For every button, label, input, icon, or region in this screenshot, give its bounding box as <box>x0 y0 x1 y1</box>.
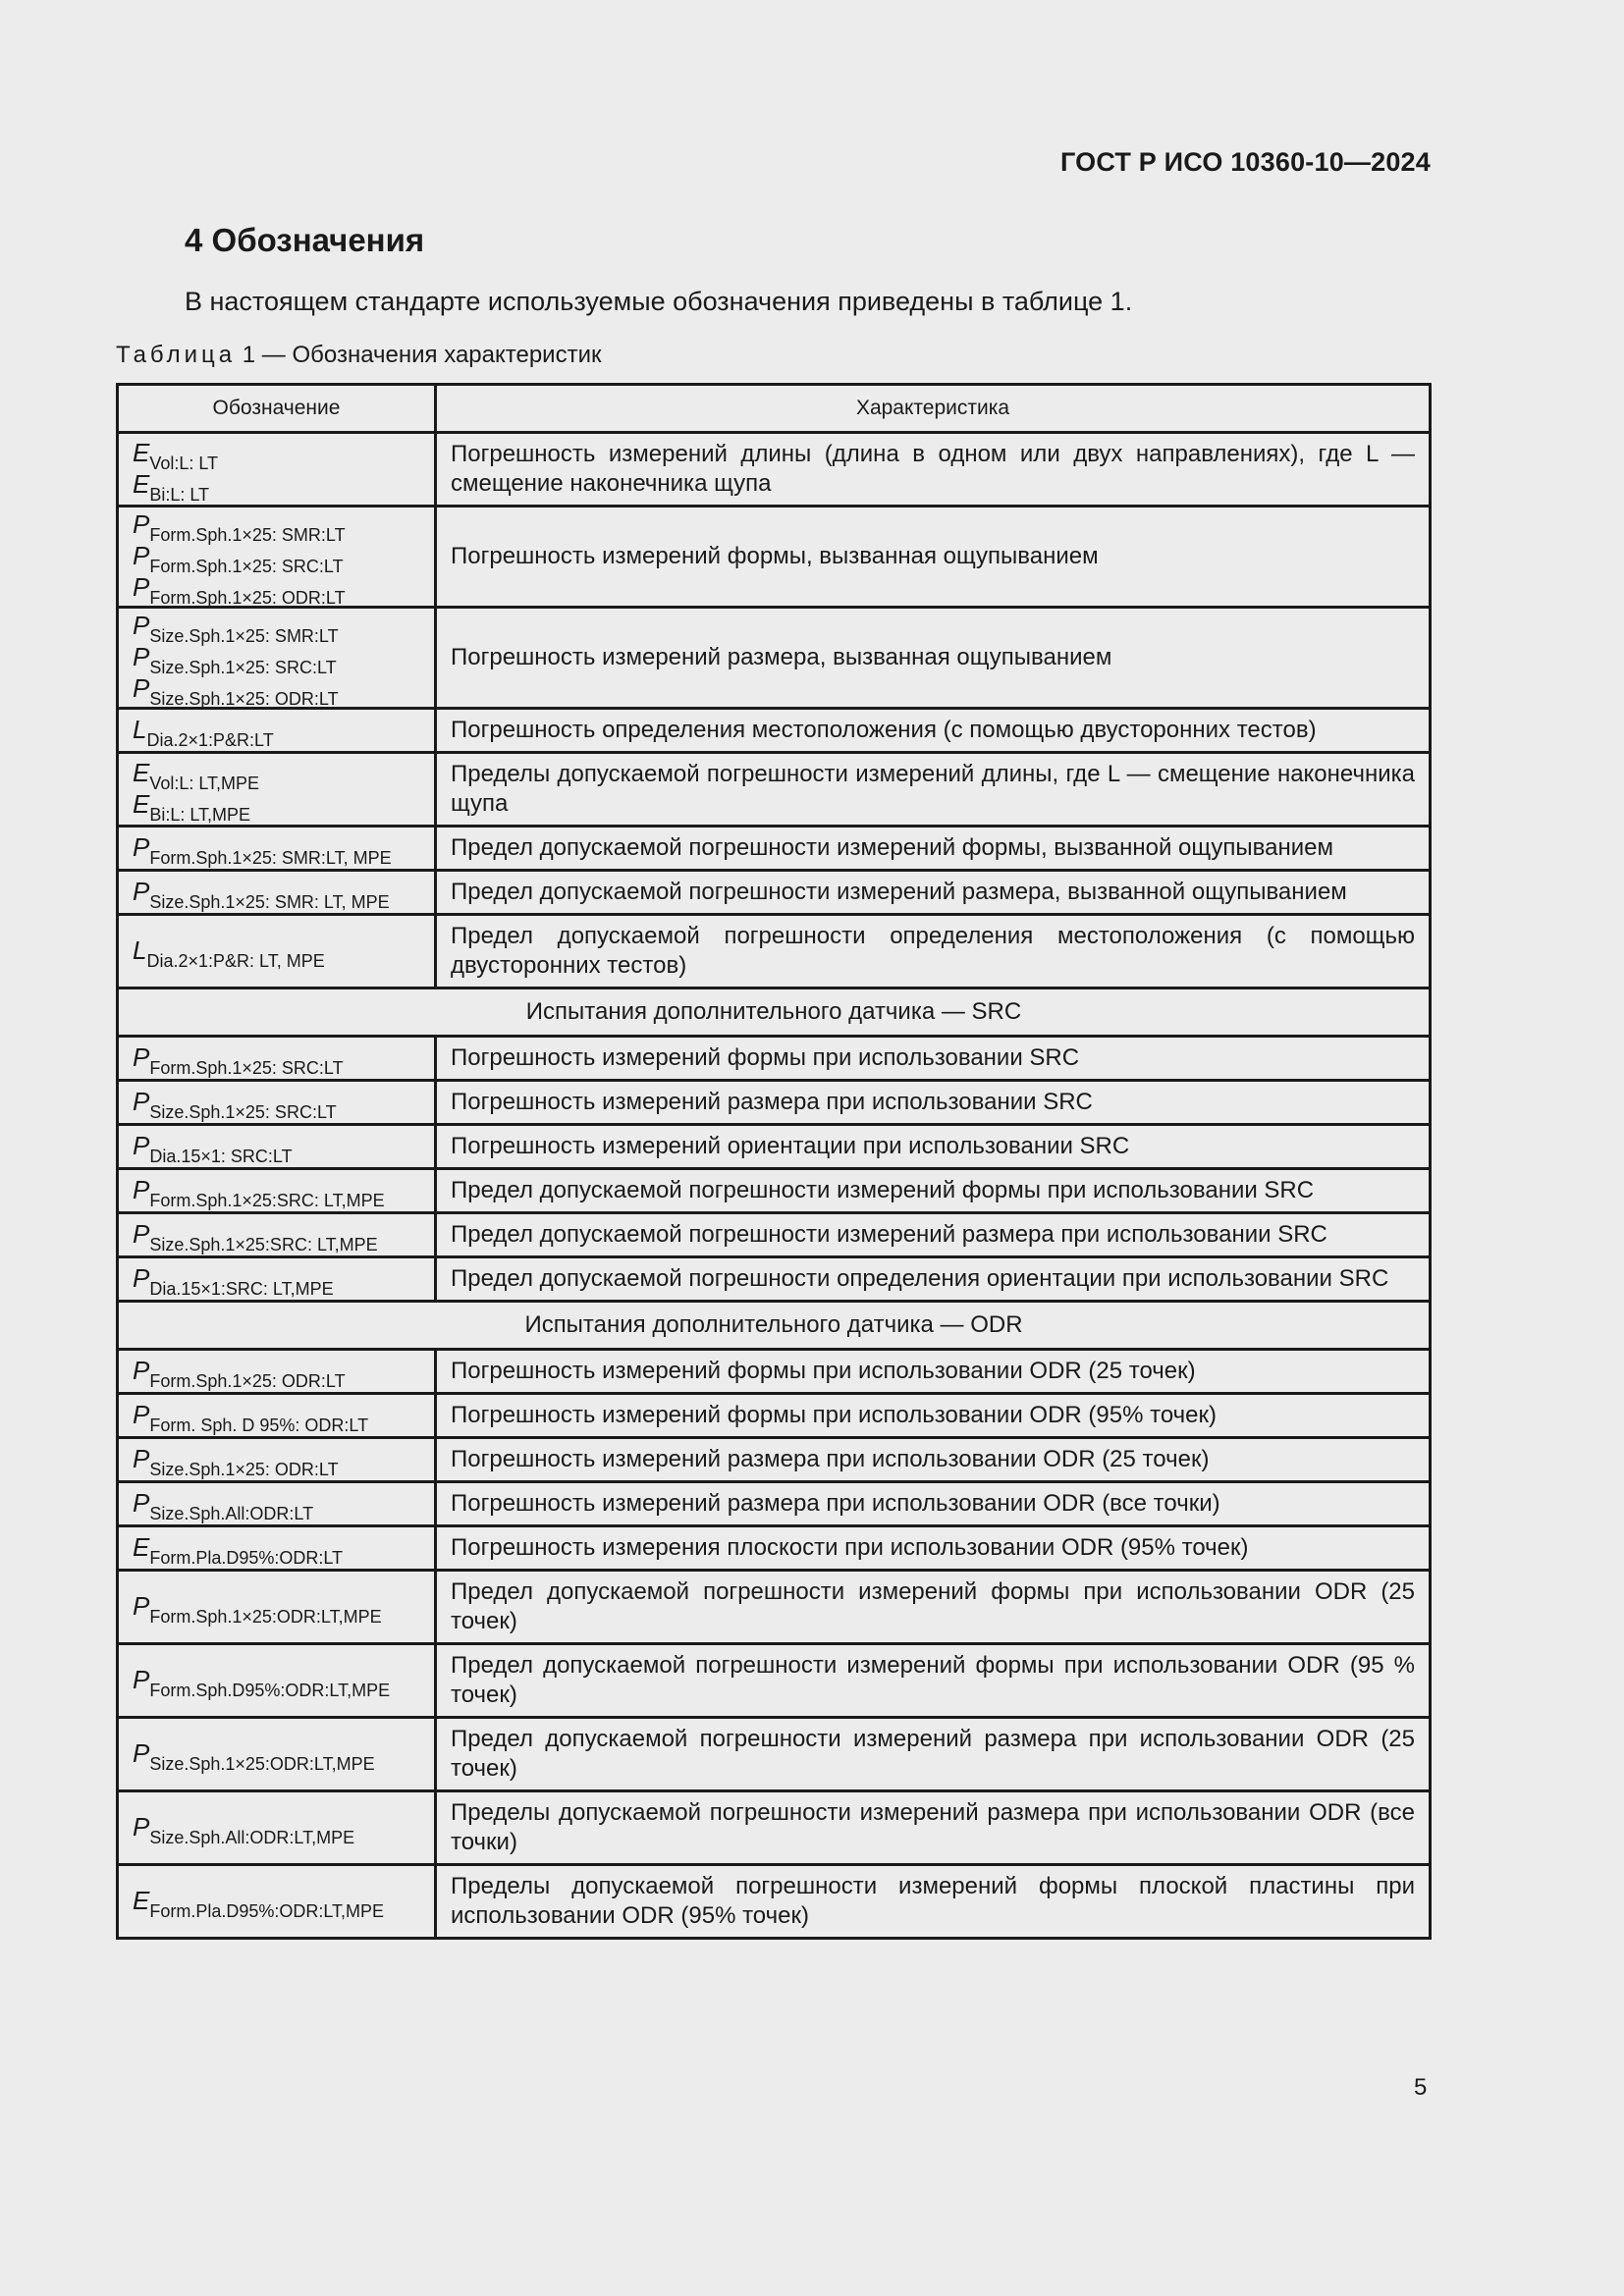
table-row <box>118 1644 1431 1718</box>
characteristic-cell: Предел допускаемой погрешности измерений размера, вызванной ощупыванием <box>436 871 1431 915</box>
table-row <box>118 827 1431 871</box>
symbol-letter: P <box>133 572 150 602</box>
symbol-subscript: Dia.15×1: SRC:LT <box>149 1147 293 1166</box>
symbol-letter: P <box>133 1175 150 1204</box>
symbol-letter: P <box>133 1087 150 1116</box>
symbol-letter: P <box>133 1738 150 1768</box>
table-row <box>118 1213 1431 1257</box>
symbol-letter: P <box>133 1219 150 1249</box>
symbol-subscript: Dia.2×1:P&R: LT, MPE <box>146 951 325 971</box>
symbol <box>133 1219 422 1255</box>
table-row <box>118 1791 1431 1865</box>
symbol-letter: P <box>133 1263 150 1293</box>
symbol-subscript: Form.Sph.1×25:ODR:LT,MPE <box>149 1607 382 1627</box>
symbol-letter: L <box>133 715 147 744</box>
symbol-subscript: Vol:L: LT,MPE <box>149 774 260 793</box>
symbol-letter: P <box>133 1812 150 1842</box>
symbol-subscript: Form.Sph.1×25: SRC:LT <box>149 1058 344 1078</box>
table-group-row <box>118 1302 1431 1350</box>
characteristic-cell: Пределы допускаемой погрешности измерений формы плоской пластины при использовании ODR (95% точек) <box>436 1865 1431 1939</box>
section-title: 4 Обозначения <box>185 222 425 258</box>
table-row <box>118 871 1431 915</box>
table-body <box>118 433 1431 1939</box>
characteristic-cell: Погрешность измерений формы при использовании ODR (95% точек) <box>436 1394 1431 1438</box>
symbol-subscript: Size.Sph.1×25: SMR:LT <box>149 626 339 646</box>
symbol-cell <box>118 1257 436 1302</box>
table-row <box>118 433 1431 507</box>
symbol <box>133 1886 422 1921</box>
symbol-letter: P <box>133 1488 150 1518</box>
symbol-letter: P <box>133 1400 150 1429</box>
symbol-letter: E <box>133 469 150 499</box>
symbol-letter: L <box>133 935 147 965</box>
symbol-cell <box>118 709 436 753</box>
symbol-cell <box>118 1350 436 1394</box>
symbol-subscript: Form.Pla.D95%:ODR:LT <box>149 1548 344 1568</box>
symbol <box>133 1263 422 1299</box>
symbol <box>133 611 422 646</box>
symbol <box>133 642 422 677</box>
symbol <box>133 1131 422 1166</box>
table-row <box>118 507 1431 608</box>
column-header-characteristic: Характеристика <box>436 385 1431 433</box>
table-header-row <box>118 385 1431 433</box>
symbol <box>133 572 422 608</box>
symbol <box>133 1738 422 1774</box>
characteristic-cell: Предел допускаемой погрешности измерений размера при использовании ODR (25 точек) <box>436 1718 1431 1791</box>
symbol-cell <box>118 507 436 608</box>
symbol <box>133 935 422 971</box>
symbol-cell <box>118 1526 436 1571</box>
symbol-letter: P <box>133 509 150 539</box>
symbol <box>133 1665 422 1700</box>
symbol-cell <box>118 915 436 988</box>
symbol <box>133 469 422 505</box>
characteristic-cell: Пределы допускаемой погрешности измерений длины, где L — смещение наконечника щупа <box>436 753 1431 827</box>
characteristic-cell: Пределы допускаемой погрешности измерений размера при использовании ODR (все точки) <box>436 1791 1431 1865</box>
symbol-letter: P <box>133 1356 150 1385</box>
symbols-table <box>116 383 1432 1940</box>
symbol-subscript: Form.Sph.1×25: SRC:LT <box>149 557 344 576</box>
symbol-subscript: Bi:L: LT,MPE <box>149 805 251 825</box>
table-row <box>118 915 1431 988</box>
group-heading: Испытания дополнительного датчика — ODR <box>118 1302 1431 1350</box>
table-row <box>118 608 1431 709</box>
symbol-letter: P <box>133 642 150 671</box>
table-row <box>118 1482 1431 1526</box>
symbol <box>133 758 422 793</box>
symbol-letter: P <box>133 611 150 640</box>
symbol-cell <box>118 1037 436 1081</box>
symbol <box>133 1532 422 1568</box>
characteristic-cell: Погрешность измерений размера, вызванная ощупыванием <box>436 608 1431 709</box>
symbol-letter: E <box>133 1886 150 1915</box>
symbol-letter: E <box>133 438 150 467</box>
symbol <box>133 1400 422 1435</box>
table-row <box>118 1718 1431 1791</box>
symbol <box>133 877 422 912</box>
symbol-cell <box>118 1718 436 1791</box>
table-row <box>118 709 1431 753</box>
symbol-letter: P <box>133 1591 150 1621</box>
symbol-subscript: Size.Sph.1×25: SRC:LT <box>149 1102 337 1122</box>
symbol-subscript: Size.Sph.1×25: SRC:LT <box>149 658 337 677</box>
symbol <box>133 509 422 545</box>
symbol <box>133 832 422 868</box>
symbol-letter: P <box>133 1042 150 1072</box>
characteristic-cell: Погрешность измерений размера при использовании ODR (все точки) <box>436 1482 1431 1526</box>
symbol-subscript: Dia.2×1:P&R:LT <box>146 730 274 750</box>
symbol-subscript: Form.Sph.1×25: ODR:LT <box>149 588 346 608</box>
symbol <box>133 438 422 473</box>
symbol-subscript: Dia.15×1:SRC: LT,MPE <box>149 1279 334 1299</box>
symbol-cell <box>118 1865 436 1939</box>
characteristic-cell: Погрешность измерения плоскости при использовании ODR (95% точек) <box>436 1526 1431 1571</box>
table-row <box>118 1169 1431 1213</box>
table-row <box>118 1125 1431 1169</box>
table-row <box>118 1438 1431 1482</box>
symbol-letter: P <box>133 541 150 570</box>
symbol <box>133 1042 422 1078</box>
symbol-letter: P <box>133 1131 150 1160</box>
table-row <box>118 1257 1431 1302</box>
symbol-subscript: Size.Sph.1×25: SMR: LT, MPE <box>149 892 390 912</box>
symbol-cell <box>118 1571 436 1644</box>
symbol-cell <box>118 1169 436 1213</box>
symbol-subscript: Size.Sph.1×25: ODR:LT <box>149 1460 339 1479</box>
table-row <box>118 1526 1431 1571</box>
symbol-letter: P <box>133 673 150 703</box>
symbol-cell <box>118 1438 436 1482</box>
characteristic-cell: Предел допускаемой погрешности измерений формы при использовании SRC <box>436 1169 1431 1213</box>
symbol-cell <box>118 1125 436 1169</box>
table-caption <box>116 342 601 369</box>
symbol-subscript: Form.Sph.1×25:SRC: LT,MPE <box>149 1191 385 1210</box>
symbol-cell <box>118 1081 436 1125</box>
symbol-letter: E <box>133 1532 150 1562</box>
characteristic-cell: Предел допускаемой погрешности определения ориентации при использовании SRC <box>436 1257 1431 1302</box>
table-caption-text: 1 — Обозначения характеристик <box>242 342 602 368</box>
symbol <box>133 1812 422 1847</box>
symbol-letter: E <box>133 758 150 787</box>
symbol-cell <box>118 1213 436 1257</box>
symbol-subscript: Form.Sph.D95%:ODR:LT,MPE <box>149 1681 391 1700</box>
symbol-cell <box>118 871 436 915</box>
symbol-subscript: Bi:L: LT <box>149 485 210 505</box>
characteristic-cell: Погрешность измерений ориентации при использовании SRC <box>436 1125 1431 1169</box>
symbol-subscript: Form.Sph.1×25: SMR:LT, MPE <box>149 848 392 868</box>
symbol-cell <box>118 1394 436 1438</box>
symbol-subscript: Form.Pla.D95%:ODR:LT,MPE <box>149 1901 385 1921</box>
characteristic-cell: Предел допускаемой погрешности определения местоположения (с помощью двусторонних тестов) <box>436 915 1431 988</box>
symbol <box>133 541 422 576</box>
symbol <box>133 1175 422 1210</box>
characteristic-cell: Погрешность измерений формы при использовании SRC <box>436 1037 1431 1081</box>
symbol-subscript: Size.Sph.1×25: ODR:LT <box>149 689 339 709</box>
symbol-subscript: Size.Sph.All:ODR:LT,MPE <box>149 1828 355 1847</box>
table-row <box>118 1081 1431 1125</box>
symbol <box>133 1356 422 1391</box>
table-group-row <box>118 988 1431 1037</box>
symbol-cell <box>118 827 436 871</box>
symbol-subscript: Vol:L: LT <box>149 454 219 473</box>
symbol-cell <box>118 753 436 827</box>
symbol <box>133 1488 422 1523</box>
characteristic-cell: Погрешность измерений размера при использовании ODR (25 точек) <box>436 1438 1431 1482</box>
symbol-letter: P <box>133 1665 150 1694</box>
section-intro: В настоящем стандарте используемые обозначения приведены в таблице 1. <box>185 287 1133 316</box>
characteristic-cell: Предел допускаемой погрешности измерений формы при использовании ODR (95 % точек) <box>436 1644 1431 1718</box>
characteristic-cell: Предел допускаемой погрешности измерений формы, вызванной ощупыванием <box>436 827 1431 871</box>
symbol-subscript: Size.Sph.1×25:ODR:LT,MPE <box>149 1754 375 1774</box>
symbol-cell <box>118 1482 436 1526</box>
symbol <box>133 789 422 825</box>
symbol-subscript: Size.Sph.All:ODR:LT <box>149 1504 314 1523</box>
table-row <box>118 1350 1431 1394</box>
symbol <box>133 715 422 750</box>
symbol <box>133 1444 422 1479</box>
group-heading: Испытания дополнительного датчика — SRC <box>118 988 1431 1037</box>
symbol-cell <box>118 608 436 709</box>
table-row <box>118 1571 1431 1644</box>
symbol <box>133 1087 422 1122</box>
symbol-letter: E <box>133 789 150 819</box>
page-number: 5 <box>1414 2074 1428 2101</box>
symbol-subscript: Form. Sph. D 95%: ODR:LT <box>149 1415 369 1435</box>
table-row <box>118 1037 1431 1081</box>
symbol-cell <box>118 1791 436 1865</box>
table-caption-label: Таблица <box>116 342 237 368</box>
symbol-letter: P <box>133 877 150 906</box>
symbol-letter: P <box>133 1444 150 1473</box>
document-code: ГОСТ Р ИСО 10360-10—2024 <box>1060 147 1431 177</box>
symbol-subscript: Size.Sph.1×25:SRC: LT,MPE <box>149 1235 378 1255</box>
characteristic-cell: Погрешность измерений формы, вызванная ощупыванием <box>436 507 1431 608</box>
characteristic-cell: Предел допускаемой погрешности измерений размера при использовании SRC <box>436 1213 1431 1257</box>
characteristic-cell: Погрешность определения местоположения (с помощью двусторонних тестов) <box>436 709 1431 753</box>
characteristic-cell: Предел допускаемой погрешности измерений формы при использовании ODR (25 точек) <box>436 1571 1431 1644</box>
symbol-cell <box>118 433 436 507</box>
symbol <box>133 1591 422 1627</box>
symbol-letter: P <box>133 832 150 862</box>
characteristic-cell: Погрешность измерений формы при использовании ODR (25 точек) <box>436 1350 1431 1394</box>
table-row <box>118 1394 1431 1438</box>
symbol-subscript: Form.Sph.1×25: ODR:LT <box>149 1371 346 1391</box>
symbol-subscript: Form.Sph.1×25: SMR:LT <box>149 525 346 545</box>
symbol <box>133 673 422 709</box>
symbol-cell <box>118 1644 436 1718</box>
table-row <box>118 753 1431 827</box>
column-header-symbol: Обозначение <box>118 385 436 433</box>
table-row <box>118 1865 1431 1939</box>
characteristic-cell: Погрешность измерений длины (длина в одном или двух направлениях), где L — смещение наконечника щупа <box>436 433 1431 507</box>
characteristic-cell: Погрешность измерений размера при использовании SRC <box>436 1081 1431 1125</box>
